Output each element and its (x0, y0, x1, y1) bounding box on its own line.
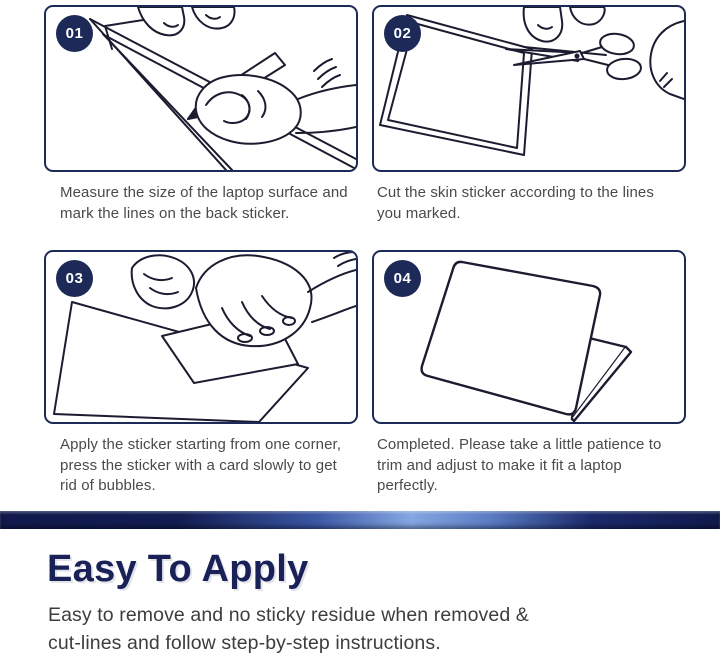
step-2-caption: Cut the skin sticker according to the lines you marked. (377, 184, 654, 222)
step-block-4 (372, 250, 686, 497)
footer-body-line-2: cut-lines and follow step-by-step instructions. (48, 632, 441, 654)
step-2-panel (372, 5, 686, 172)
footer-body (48, 601, 648, 655)
step-1-panel (44, 5, 358, 172)
gradient-divider-bar (0, 511, 720, 529)
footer-heading: Easy To Apply (47, 548, 309, 590)
step-3-caption: Apply the sticker starting from one corner, press the sticker with a card slowly to get rid of bubbles. (60, 436, 342, 495)
step-4-number-badge: 04 (384, 260, 421, 297)
step-4-panel (372, 250, 686, 424)
step-4-caption: Completed. Please take a little patience to trim and adjust to make it fit a laptop perfectly. (377, 436, 662, 495)
step-1-caption: Measure the size of the laptop surface and mark the lines on the back sticker. (60, 184, 348, 222)
step-block-2 (372, 5, 686, 224)
footer-body-line-1: Easy to remove and no sticky residue when removed & (48, 604, 529, 626)
step-2-number-badge: 02 (384, 15, 421, 52)
step-block-1 (44, 5, 358, 224)
step-3-panel (44, 250, 358, 424)
step-1-number-badge: 01 (56, 15, 93, 52)
step-3-number-badge: 03 (56, 260, 93, 297)
step-block-3 (44, 250, 358, 497)
